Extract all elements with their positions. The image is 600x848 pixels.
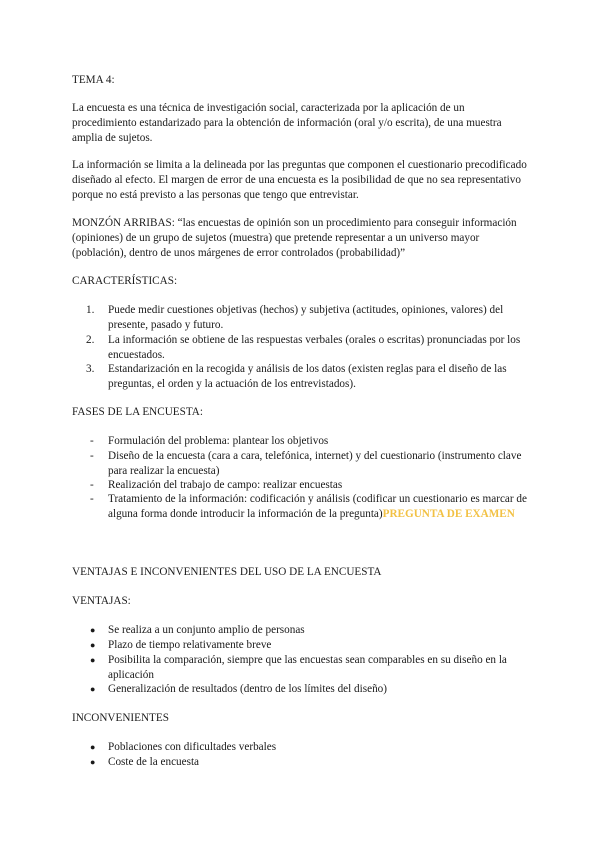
fases-item: [90, 449, 528, 479]
dash-marker: -: [90, 493, 94, 505]
list-item-text: Posibilita la comparación, siempre que las encuestas sean comparables en su diseño en la aplicación: [108, 654, 507, 681]
list-item-text: Realización del trabajo de campo: realizar encuestas: [108, 479, 343, 491]
list-item-text: Tratamiento de la información: codificación y análisis (codificar un cuestionario es marcar de alguna forma donde introducir la información de la pregunta): [108, 493, 527, 520]
bullet-icon: ●: [90, 655, 96, 665]
ventajas-heading: VENTAJAS:: [72, 595, 131, 607]
list-item-text: Puede medir cuestiones objetivas (hechos) y subjetiva (actitudes, opiniones, valores) del presente, pasado y futuro.: [108, 304, 504, 331]
list-number: 1.: [86, 304, 95, 316]
page-title: TEMA 4:: [72, 74, 115, 86]
intro-paragraph-2: La información se limita a la delineada por las preguntas que componen el cuestionario precodificado diseñado al efecto. El margen de error de una encuesta es la posibilidad de que no sea representativo porque no está previsto a las personas que tengo que entrevistar.: [72, 159, 527, 201]
fases-item: [90, 478, 528, 493]
list-item-text: Poblaciones con dificultades verbales: [108, 741, 277, 753]
bullet-icon: ●: [90, 757, 96, 767]
dash-marker: -: [90, 450, 94, 462]
ventajas-inconvenientes-heading: VENTAJAS E INCONVENIENTES DEL USO DE LA ENCUESTA: [72, 566, 382, 578]
fases-item: [90, 434, 528, 449]
list-item-text: Formulación del problema: plantear los objetivos: [108, 435, 329, 447]
list-item-text: Diseño de la encuesta (cara a cara, telefónica, internet) y del cuestionario (instrumento clave para realizar la encuesta): [108, 450, 522, 477]
ventajas-item: [90, 682, 528, 697]
intro-paragraph-1: La encuesta es una técnica de investigación social, caracterizada por la aplicación de un procedimiento estandarizado para la obtención de información (oral y/o escrita), de una muestra amplia de sujetos.: [72, 102, 502, 144]
fases-heading: FASES DE LA ENCUESTA:: [72, 406, 203, 418]
quote-paragraph: MONZÓN ARRIBAS: “las encuestas de opinión son un procedimiento para conseguir información (opiniones) de un grupo de sujetos (muestra) que pretende representar a un universo mayor (población), dentro de unos márgenes de error controlados (probabilidad)”: [72, 217, 517, 259]
list-number: 2.: [86, 334, 95, 346]
list-item-text: Estandarización en la recogida y análisis de los datos (existen reglas para el diseño de las preguntas, el orden y la actuación de los entrevistados).: [108, 363, 507, 390]
bullet-icon: ●: [90, 684, 96, 694]
caracteristicas-item: [86, 362, 528, 392]
ventajas-item: [90, 623, 528, 638]
caracteristicas-item: [86, 303, 528, 333]
list-item-text: Se realiza a un conjunto amplio de personas: [108, 624, 305, 636]
exam-tag: PREGUNTA DE EXAMEN: [382, 508, 515, 520]
caracteristicas-heading: CARACTERÍSTICAS:: [72, 275, 178, 287]
list-item-text: La información se obtiene de las respuestas verbales (orales o escritas) pronunciadas por los encuestados.: [108, 334, 521, 361]
ventajas-item: [90, 638, 528, 653]
caracteristicas-item: [86, 333, 528, 363]
ventajas-item: [90, 653, 528, 683]
list-item-text: Generalización de resultados (dentro de los límites del diseño): [108, 683, 387, 695]
inconvenientes-item: [90, 740, 528, 755]
bullet-icon: ●: [90, 742, 96, 752]
fases-item: [90, 492, 528, 522]
inconvenientes-heading: INCONVENIENTES: [72, 712, 169, 724]
list-item-text: Plazo de tiempo relativamente breve: [108, 639, 272, 651]
bullet-icon: ●: [90, 625, 96, 635]
inconvenientes-item: [90, 755, 528, 770]
list-number: 3.: [86, 363, 95, 375]
bullet-icon: ●: [90, 640, 96, 650]
dash-marker: -: [90, 435, 94, 447]
list-item-text: Coste de la encuesta: [108, 756, 200, 768]
dash-marker: -: [90, 479, 94, 491]
